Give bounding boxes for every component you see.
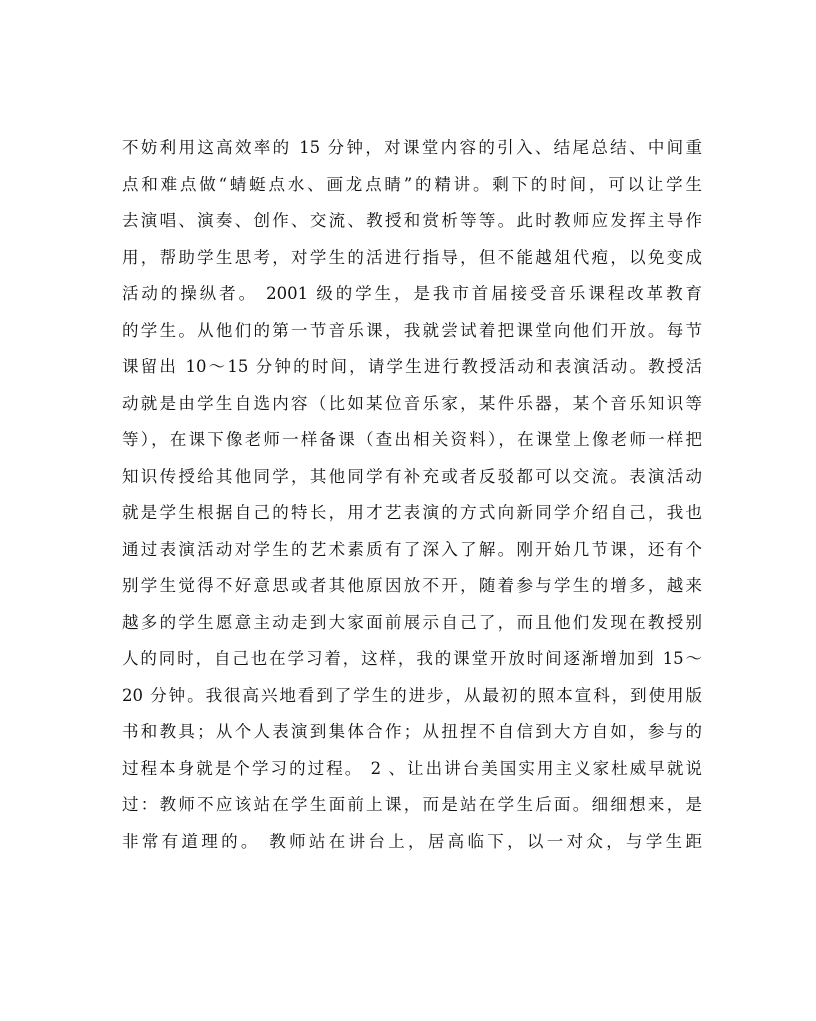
- text-line: 活动的操纵者。 2001 级的学生，是我市首届接受音乐课程改革教育: [122, 284, 702, 303]
- text-line: 非常有道理的。 教师站在讲台上，居高临下，以一对众，与学生距: [122, 831, 702, 851]
- text-line: 去演唱、演奏、创作、交流、教授和赏析等等。此时教师应发挥主导作: [122, 211, 702, 230]
- text-line: 过程本身就是个学习的过程。 2 、让出讲台美国实用主义家杜威早就说: [122, 758, 702, 778]
- text-line: 课留出 10～15 分钟的时间，请学生进行教授活动和表演活动。教授活: [122, 357, 702, 376]
- text-line: 20 分钟。我很高兴地看到了学生的进步，从最初的照本宣科，到使用版: [122, 685, 702, 705]
- text-line: 书和教具；从个人表演到集体合作；从扭捏不自信到大方自如，参与的: [122, 722, 702, 741]
- text-line: 就是学生根据自己的特长，用才艺表演的方式向新同学介绍自己，我也: [122, 503, 702, 522]
- body-text: [122, 130, 702, 860]
- text-line: 知识传授给其他同学，其他同学有补充或者反驳都可以交流。表演活动: [122, 466, 702, 486]
- text-line: 等），在课下像老师一样备课（查出相关资料），在课堂上像老师一样把: [122, 430, 702, 449]
- text-line: 的学生。从他们的第一节音乐课，我就尝试着把课堂向他们开放。每节: [122, 320, 702, 340]
- text-line: 人的同时，自己也在学习着，这样，我的课堂开放时间逐渐增加到 15～: [122, 649, 702, 668]
- text-line: 用，帮助学生思考，对学生的活进行指导，但不能越俎代疱，以免变成: [122, 247, 702, 267]
- text-line: 越多的学生愿意主动走到大家面前展示自己了，而且他们发现在教授别: [122, 612, 702, 632]
- text-line: 通过表演活动对学生的艺术素质有了深入了解。刚开始几节课，还有个: [122, 539, 702, 559]
- text-line: 别学生觉得不好意思或者其他原因放不开，随着参与学生的增多，越来: [122, 576, 702, 595]
- text-line: 不妨利用这高效率的 15 分钟，对课堂内容的引入、结尾总结、中间重: [122, 138, 702, 157]
- text-line: 过：教师不应该站在学生面前上课，而是站在学生后面。细细想来，是: [122, 795, 702, 814]
- text-line: 动就是由学生自选内容（比如某位音乐家，某件乐器，某个音乐知识等: [122, 393, 702, 413]
- text-line: 点和难点做“蜻蜓点水、画龙点睛”的精讲。剩下的时间，可以让学生: [122, 174, 702, 194]
